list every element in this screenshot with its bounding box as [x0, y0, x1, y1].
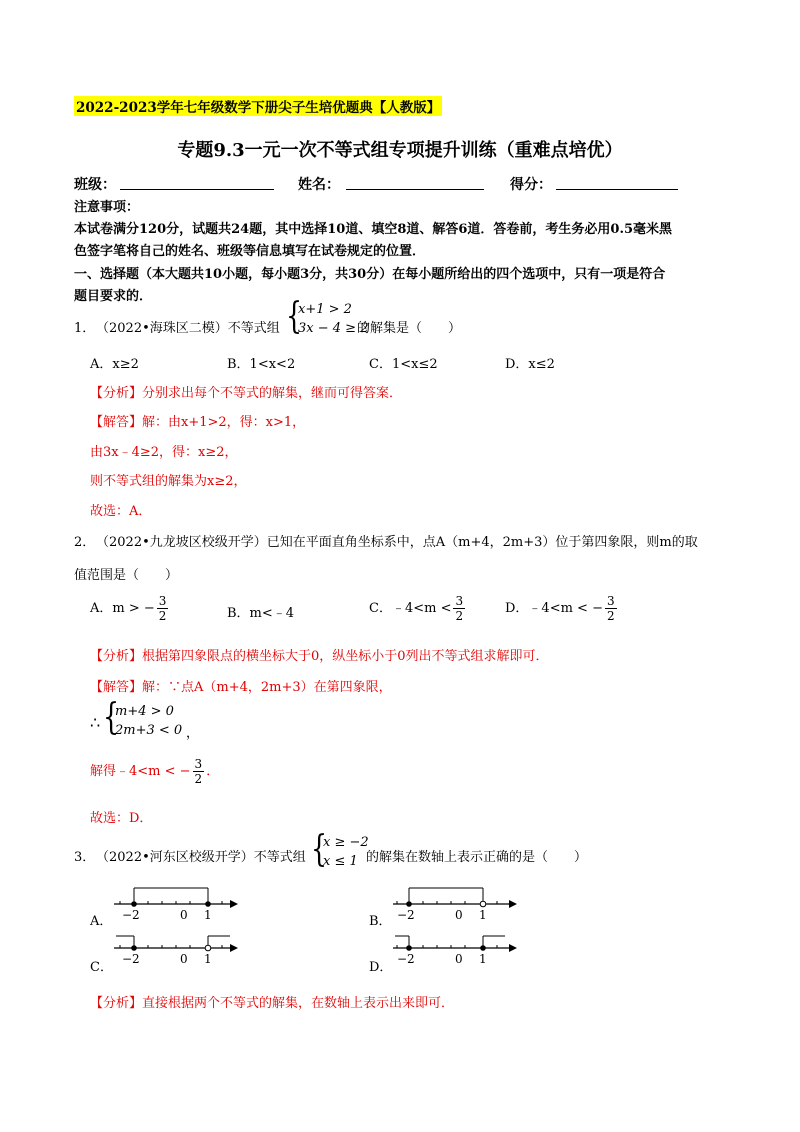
section-line-2: 题目要求的．: [74, 289, 153, 304]
page-title: 专题9.3一元一次不等式组专项提升训练（重难点培优）: [177, 140, 623, 161]
q2-analysis: 【分析】根据第四象限点的横坐标大于0，纵坐标小于0列出不等式组求解即可．: [90, 649, 549, 664]
svg-text:1: 1: [204, 908, 212, 922]
q2-system-comma: ，: [186, 726, 200, 741]
q1-step-3: 则不等式组的解集为x≥2，: [90, 474, 247, 489]
q1-inequality-system: { x+1 > 2 3x − 4 ≥ 2: [286, 296, 369, 337]
q2-option-b: B．m<﹣4: [227, 606, 295, 621]
svg-text:−2: −2: [397, 908, 415, 922]
svg-text:0: 0: [455, 952, 463, 966]
q1-choice: 故选：A．: [90, 504, 152, 519]
svg-text:−2: −2: [397, 952, 415, 966]
svg-text:0: 0: [180, 952, 188, 966]
section-line-1: 一、选择题（本大题共10小题，每小题3分，共30分）在每小题所给出的四个选项中，只有一项是符合: [74, 267, 666, 282]
q1-step-2: 由3x﹣4≥2，得：x≥2，: [90, 445, 238, 460]
q3-stem-tail: 的解集在数轴上表示正确的是（ ）: [366, 850, 588, 865]
q2-option-c: C．﹣4<m < $\frac{3}{2}$: [369, 594, 464, 623]
class-blank: [120, 189, 274, 190]
q1-analysis: 【分析】分别求出每个不等式的解集，继而可得答案．: [90, 386, 403, 401]
q2-option-a: A．m > − $\frac{3}{2}$: [90, 594, 167, 623]
q2-inequality-system: { m+4 > 0 2m+3 < 0: [103, 697, 183, 738]
q2-choice: 故选：D．: [90, 811, 153, 826]
q2-solution: 【解答】解：∵点A（m+4，2m+3）在第四象限，: [90, 680, 392, 695]
svg-text:1: 1: [479, 952, 487, 966]
q2-solve-result: 解得﹣4<m < − $\frac{3}{2}$ ．: [90, 757, 220, 786]
name-label: 姓名：: [298, 177, 340, 193]
brace-icon: {: [311, 829, 328, 870]
name-blank: [346, 189, 484, 190]
q3-option-d-label: D．: [369, 960, 393, 975]
q3-option-b-label: B．: [369, 914, 392, 929]
q2-option-d: D．﹣4<m < − $\frac{3}{2}$: [505, 594, 615, 623]
notes-line-1: 本试卷满分120分，试题共24题，其中选择10道、填空8道、解答6道．答卷前，考生务必用0.5毫米黑: [74, 222, 673, 237]
number-line-d: [391, 932, 519, 972]
q1-option-a: A．x≥2: [90, 357, 139, 372]
svg-text:1: 1: [479, 908, 487, 922]
svg-text:0: 0: [180, 908, 188, 922]
q1-stem-tail: 的解集是（ ）: [357, 321, 462, 336]
q3-option-c-label: C．: [90, 960, 113, 975]
q2-stem-line-1: （2022•九龙坡区校级开学）已知在平面直角坐标系中，点A（m+4，2m+3）位于第四象限，则m的取: [96, 535, 698, 550]
brace-icon: {: [286, 296, 303, 337]
q3-analysis: 【分析】直接根据两个不等式的解集，在数轴上表示出来即可．: [90, 996, 455, 1011]
q1-option-d: D．x≤2: [505, 357, 555, 372]
score-blank: [556, 189, 678, 190]
svg-text:1: 1: [204, 952, 212, 966]
q1-stem: （2022•海珠区二模）不等式组: [96, 321, 280, 336]
svg-text:0: 0: [455, 908, 463, 922]
q3-number: 3．: [74, 850, 96, 865]
number-line-a: [112, 882, 240, 922]
score-label: 得分：: [510, 177, 552, 193]
q3-option-a-label: A．: [90, 914, 113, 929]
therefore-symbol: ∴: [90, 713, 101, 732]
svg-text:−2: −2: [122, 952, 140, 966]
q2-number: 2．: [74, 535, 96, 550]
brace-icon: {: [103, 697, 120, 738]
q1-solution: 【解答】解：由x+1>2，得：x>1，: [90, 415, 306, 430]
number-line-c: [112, 932, 240, 972]
q3-stem: （2022•河东区校级开学）不等式组: [96, 850, 306, 865]
notes-heading: 注意事项：: [74, 200, 140, 215]
notes-line-2: 色签字笔将自己的姓名、班级等信息填写在试卷规定的位置．: [74, 244, 426, 259]
series-banner: 2022-2023学年七年级数学下册尖子生培优题典【人教版】: [74, 96, 442, 116]
q2-stem-line-2: 值范围是（ ）: [74, 568, 179, 583]
svg-text:−2: −2: [122, 908, 140, 922]
q1-option-c: C．1<x≤2: [369, 357, 438, 372]
q1-option-b: B．1<x<2: [227, 357, 296, 372]
number-line-b: [391, 882, 519, 922]
q1-number: 1．: [74, 321, 96, 336]
q3-inequality-system: { x ≥ −2 x ≤ 1: [311, 829, 369, 870]
class-label: 班级：: [74, 177, 116, 193]
